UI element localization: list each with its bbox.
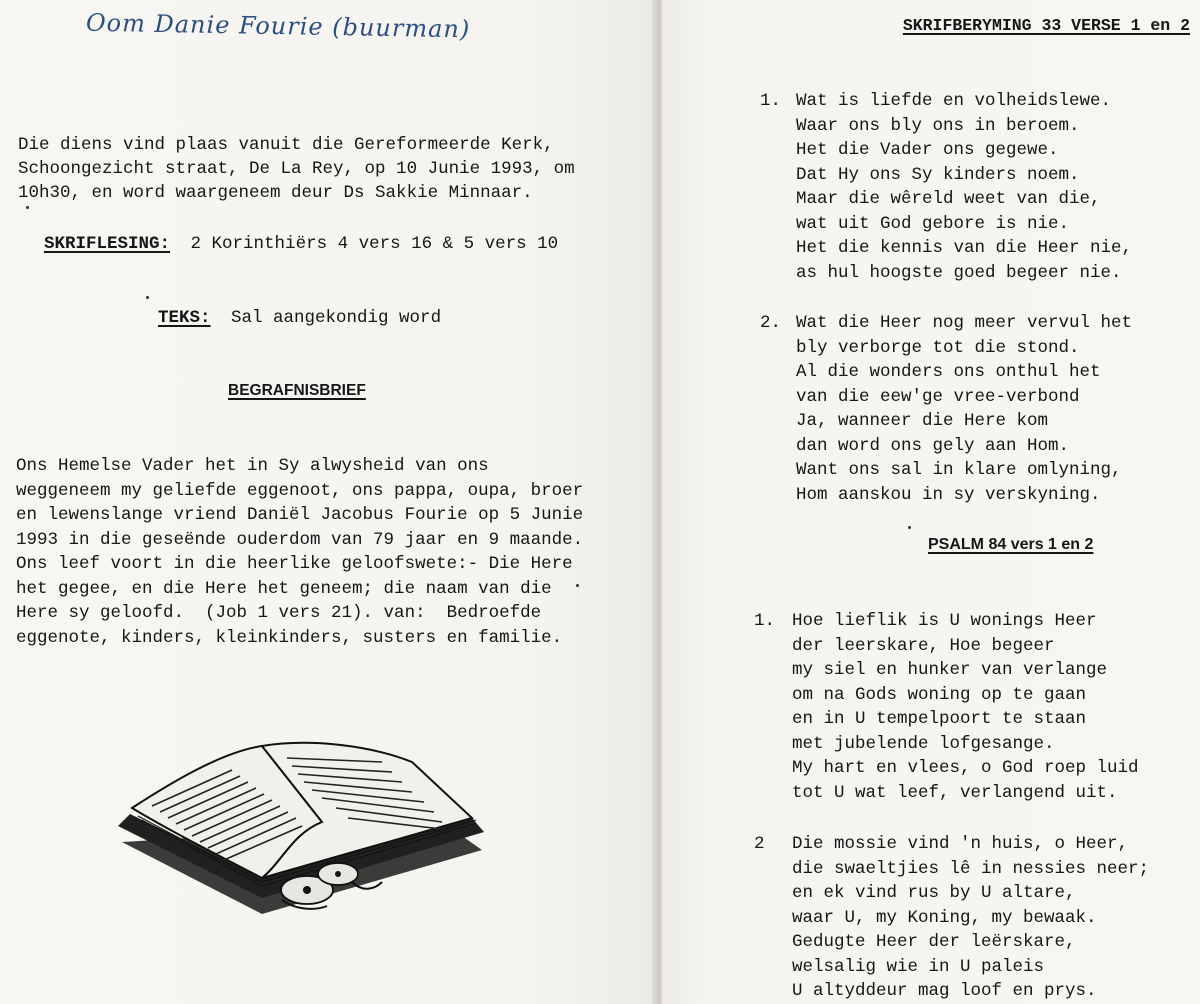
verse-line: welsalig wie in U paleis — [792, 956, 1045, 977]
intro-line: Schoongezicht straat, De La Rey, op 10 Junie 1993, om — [18, 159, 575, 179]
verse-line: Het die Vader ons gegewe. — [796, 140, 1059, 160]
letter-line: en lewenslange vriend Daniël Jacobus Fourie op 5 Junie — [16, 505, 584, 525]
verse-line: Dat Hy ons Sy kinders noem. — [796, 164, 1080, 185]
psalm-title: PSALM 84 vers 1 en 2 — [928, 536, 1094, 553]
verse-number: 1. — [754, 611, 776, 631]
verse-line: Gedugte Heer der leërskare, — [792, 932, 1076, 952]
sermon-text-label: TEKS: — [158, 308, 211, 328]
verse-line: dan word ons gely aan Hom. — [796, 435, 1070, 456]
hymn-verse — [760, 89, 1132, 285]
right-page — [662, 0, 1200, 1004]
verse-line: Waar ons bly ons in beroem. — [796, 115, 1080, 136]
verse-line: der leerskare, Hoe begeer — [792, 635, 1055, 656]
verse-line: U altyddeur mag loof en prys. — [792, 981, 1097, 1001]
verse-lines — [792, 832, 1149, 1004]
verse-line: Hom aanskou in sy verskyning. — [796, 484, 1101, 505]
letter-line: Ons leef voort in die heerlike geloofswete:- Die Here — [16, 554, 573, 574]
verse-line: tot U wat leef, verlangend uit. — [792, 782, 1118, 803]
verse-line: waar U, my Koning, my bewaak. — [792, 907, 1097, 928]
verse-line: My hart en vlees, o God roep luid — [792, 758, 1139, 778]
funeral-letter-title: BEGRAFNISBRIEF — [228, 382, 366, 399]
letter-line: eggenote, kinders, kleinkinders, susters en familie. — [16, 627, 563, 648]
scripture-reading — [44, 234, 558, 254]
verse-lines — [796, 311, 1132, 507]
sermon-text — [158, 308, 441, 328]
psalm-verse — [754, 832, 1149, 1004]
verse-number: 2. — [760, 313, 782, 333]
letter-line: 1993 in die geseënde ouderdom van 79 jaar en 9 maande. — [16, 529, 584, 550]
verse-number: 2 — [754, 834, 765, 854]
letter-line: Ons Hemelse Vader het in Sy alwysheid van ons — [16, 456, 489, 476]
verse-line: Al die wonders ons onthul het — [796, 362, 1101, 382]
verse-line: om na Gods woning op te gaan — [792, 684, 1087, 705]
verse-line: en ek vind rus by U altare, — [792, 883, 1076, 903]
open-bible-icon — [112, 722, 494, 922]
verse-line: Hoe lieflik is U wonings Heer — [792, 611, 1097, 631]
verse-line: Ja, wanneer die Here kom — [796, 411, 1049, 431]
verse-line: van die eew'ge vree-verbond — [796, 386, 1080, 407]
verse-line: Die mossie vind 'n huis, o Heer, — [792, 834, 1129, 854]
handwritten-note: Oom Danie Fourie (buurman) — [85, 8, 471, 44]
letter-line: weggeneem my geliefde eggenoot, ons pappa, oupa, broer — [16, 480, 584, 501]
sermon-text-value: Sal aangekondig word — [231, 308, 442, 328]
verse-line: Maar die wêreld weet van die, — [796, 189, 1101, 209]
intro-line: Die diens vind plaas vanuit die Gereformeerde Kerk, — [18, 135, 554, 155]
letter-line: het gegee, en die Here het geneem; die naam van die — [16, 578, 552, 599]
verse-number: 1. — [760, 91, 782, 111]
verse-line: wat uit God gebore is nie. — [796, 213, 1070, 234]
verse-lines — [792, 609, 1139, 805]
verse-line: my siel en hunker van verlange — [792, 660, 1108, 680]
verse-line: bly verborge tot die stond. — [796, 337, 1080, 358]
hymn-heading: SKRIFBERYMING 33 VERSE 1 en 2 — [902, 16, 1190, 35]
verse-line: Wat die Heer nog meer vervul het — [796, 313, 1133, 333]
verse-lines — [796, 89, 1132, 285]
intro-line: 10h30, en word waargeneem deur Ds Sakkie Minnaar. — [18, 183, 533, 203]
verse-line: Wat is liefde en volheidslewe. — [796, 91, 1112, 111]
verse-line: Want ons sal in klare omlyning, — [796, 460, 1122, 480]
scripture-reading-value: 2 Korinthiërs 4 vers 16 & 5 vers 10 — [190, 234, 559, 254]
psalm-verse — [754, 609, 1139, 805]
verse-line: die swaeltjies lê in nessies neer; — [792, 858, 1150, 879]
verse-line: met jubelende lofgesange. — [792, 733, 1055, 754]
hymn-verse — [760, 311, 1132, 507]
verse-line: en in U tempelpoort te staan — [792, 709, 1087, 729]
funeral-letter — [16, 454, 583, 650]
letter-line: Here sy geloofd. (Job 1 vers 21). van: Bedroefde — [16, 603, 542, 623]
verse-line: as hul hoogste goed begeer nie. — [796, 262, 1122, 283]
scripture-reading-label: SKRIFLESING: — [44, 234, 171, 254]
service-intro — [18, 133, 575, 205]
verse-line: Het die kennis van die Heer nie, — [796, 238, 1133, 258]
